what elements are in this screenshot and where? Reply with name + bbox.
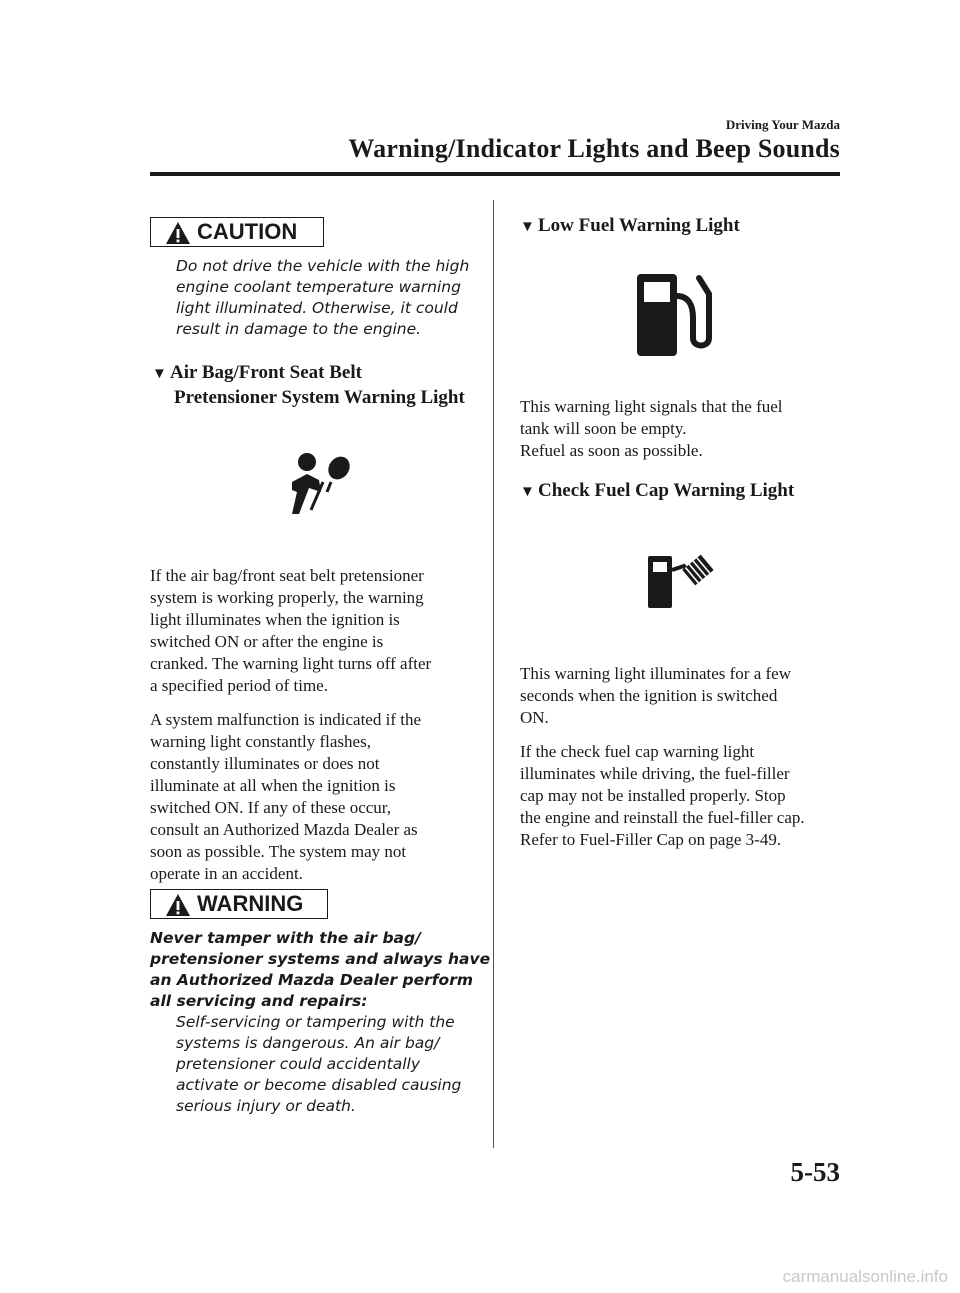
watermark: carmanualsonline.info bbox=[782, 1267, 948, 1286]
section-marker-icon: ▼ bbox=[152, 366, 167, 382]
fuel-cap-paragraph-2: If the check fuel cap warning light illuminates while driving, the fuel-filler cap may not be installed properly. Stop the engine and reinstall the fuel-filler cap. Refer to Fuel-Filler Cap on page 3-49. bbox=[520, 742, 805, 849]
fuel-cap-heading: ▼ Check Fuel Cap Warning Light bbox=[520, 479, 794, 504]
fuel-pump-icon bbox=[633, 266, 723, 362]
airbag-paragraph-2: A system malfunction is indicated if the warning light constantly flashes, constantly illuminates or does not illuminate at all when the ignition is switched ON. If any of these occur, consult an Authorized Mazda Dealer as soon as possible. The system may not operate in an accident. bbox=[150, 710, 422, 883]
caution-box bbox=[150, 217, 324, 247]
warning-text: Self-servicing or tampering with the systems is dangerous. An air bag/ pretensioner could accidentally activate or become disabled causing serious injury or death. bbox=[176, 1013, 462, 1115]
caution-label: CAUTION bbox=[197, 219, 298, 244]
warning-triangle-icon bbox=[165, 893, 191, 917]
airbag-heading: ▼ Air Bag/Front Seat Belt Pretensioner System Warning Light bbox=[152, 362, 465, 408]
page-title: Warning/Indicator Lights and Beep Sounds bbox=[348, 134, 840, 163]
warning-bold-text: Never tamper with the air bag/ pretensioner systems and always have an Authorized Mazda Dealer perform all servicing and repairs: bbox=[150, 929, 491, 1010]
low-fuel-heading: ▼ Low Fuel Warning Light bbox=[520, 214, 740, 239]
warning-box bbox=[150, 889, 328, 919]
airbag-warning-icon bbox=[283, 448, 357, 520]
section-marker-icon: ▼ bbox=[520, 219, 535, 235]
fuel-cap-icon bbox=[644, 546, 716, 612]
low-fuel-paragraph: This warning light signals that the fuel tank will soon be empty. Refuel as soon as possible. bbox=[520, 397, 783, 460]
page-number: 5-53 bbox=[790, 1157, 840, 1187]
header-rule bbox=[150, 172, 840, 176]
warning-label: WARNING bbox=[197, 891, 304, 916]
section-name: Driving Your Mazda bbox=[725, 117, 840, 132]
section-marker-icon: ▼ bbox=[520, 484, 535, 500]
fuel-cap-paragraph-1: This warning light illuminates for a few seconds when the ignition is switched ON. bbox=[520, 664, 791, 727]
airbag-paragraph-1: If the air bag/front seat belt pretensioner system is working properly, the warning light illuminates when the ignition is switched ON or after the engine is cranked. The warning light turns off after a specified period of time. bbox=[150, 566, 432, 695]
caution-triangle-icon bbox=[165, 221, 191, 245]
caution-text: Do not drive the vehicle with the high engine coolant temperature warning light illuminated. Otherwise, it could result in damage to the engine. bbox=[176, 257, 470, 338]
column-divider bbox=[493, 200, 494, 1148]
